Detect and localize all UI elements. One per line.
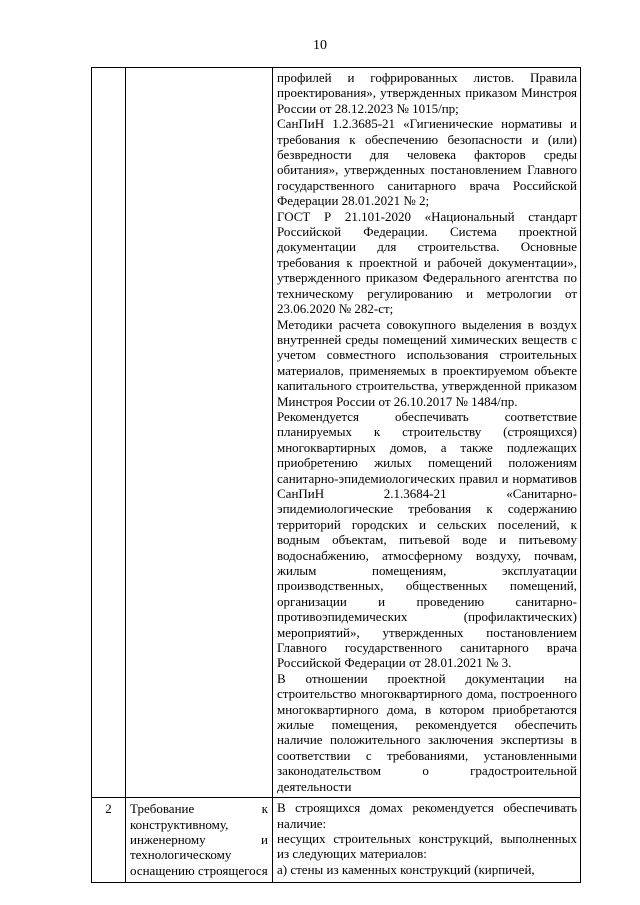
paragraph: В строящихся домах рекомендуется обеспечивать наличие: [277,800,577,831]
requirement-cell [126,798,273,883]
requirements-table [91,67,581,883]
paragraph: Рекомендуется обеспечивать соответствие планируемых к строительству (строящихся) многоквартирных домов, а также подлежащих приобретению жилых помещений положениям санитарно-эпидемиологических правил и нормативов СанПиН 2.1.3684-21 «Санитарно-эпидемиологические требования к содержанию территорий городских и сельских поселений, к водным объектам, питьевой воде и питьевому водоснабжению, атмосферному воздуху, почвам, жилым помещениям, эксплуатации производственных, общественных помещений, организации и проведению санитарно-противоэпидемических (профилактических) мероприятий», утвержденных постановлением Главного государственного санитарного врача Российской Федерации от 28.01.2021 № 3. [277,408,577,671]
description-cell [273,68,581,798]
row-number-cell: 2 [92,798,126,883]
table-row [92,68,581,798]
description-cell [273,798,581,883]
requirement-text: Требование к конструктивному, инженерному и технологическому оснащению строящегося [130,801,268,878]
requirement-cell [126,68,273,798]
paragraph: Методики расчета совокупного выделения в воздух внутренней среды помещений химических веществ с учетом совместного использования строительных материалов, применяемых в проектируемом объекте капитального строительства, утвержденной приказом Минстроя России от 26.10.2017 № 1484/пр. [277,316,577,409]
row-number-cell [92,68,126,798]
paragraph: СанПиН 1.2.3685-21 «Гигиенические нормативы и требования к обеспечению безопасности и (или) безвредности для человека факторов среды обитания», утвержденных постановлением Главного государственного санитарного врача Российской Федерации 28.01.2021 № 2; [277,116,577,209]
page-number: 10 [313,38,327,53]
paragraph: ГОСТ Р 21.101-2020 «Национальный стандарт Российской Федерации. Система проектной документации для строительства. Основные требования к проектной и рабочей документации», утвержденного приказом Федерального агентства по техническому регулированию и метрологии от 23.06.2020 № 282-ст; [277,208,577,317]
paragraph: В отношении проектной документации на строительство многоквартирного дома, построенного многоквартирного дома, в котором приобретаются жилые помещения, рекомендуется обеспечить наличие положительного заключения экспертизы в соответствии с требованиями, установленными законодательством о градостроительной деятельности [277,670,577,794]
table-row [92,798,581,883]
paragraph: а) стены из каменных конструкций (кирпичей, [277,861,535,877]
paragraph: несущих строительных конструкций, выполненных из следующих материалов: [277,830,577,862]
paragraph: профилей и гофрированных листов. Правила проектирования», утвержденных приказом Минстроя России от 28.12.2023 № 1015/пр; [277,70,577,116]
